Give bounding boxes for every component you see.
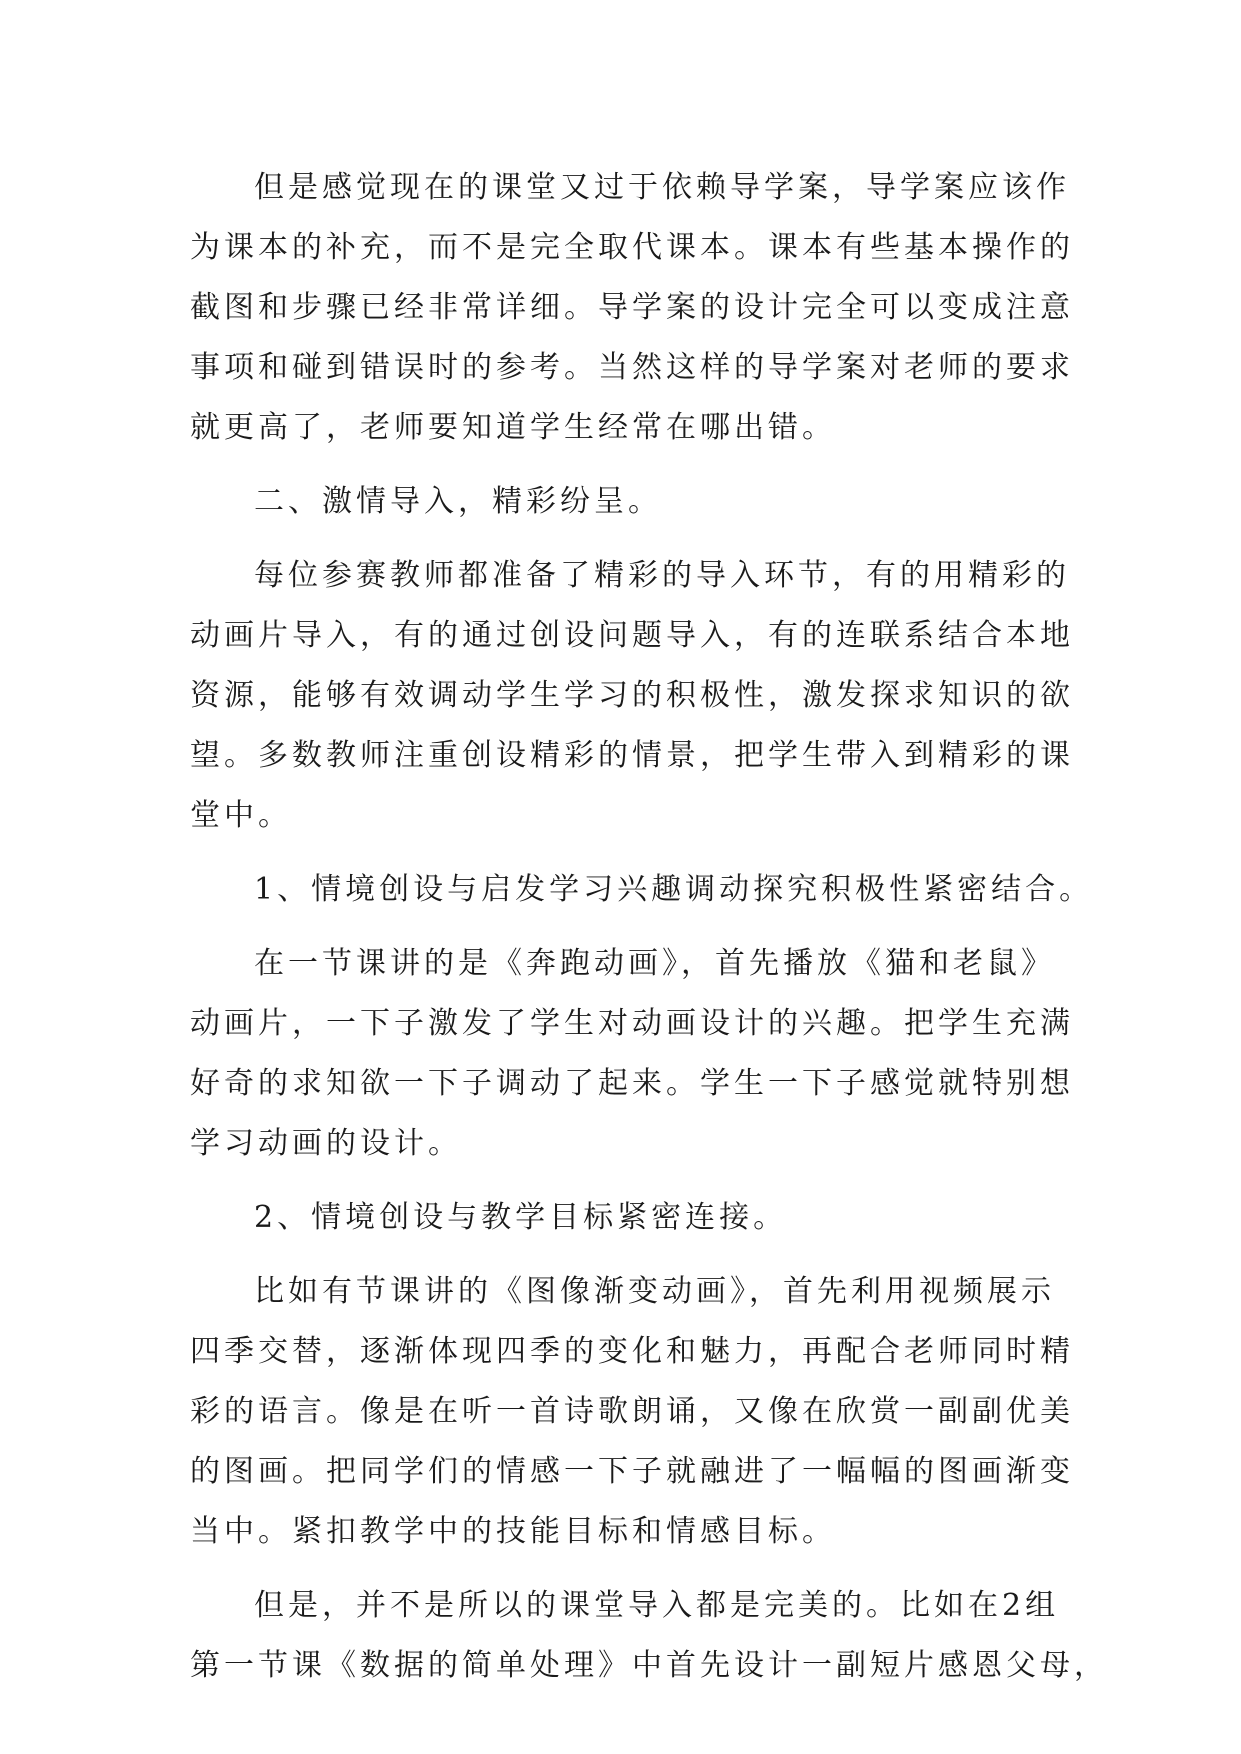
paragraph-line: 彩的语言。像是在听一首诗歌朗诵，又像在欣赏一副副优美 (190, 1394, 1074, 1429)
paragraph-line: 的图画。把同学们的情感一下子就融进了一幅幅的图画渐变 (190, 1454, 1074, 1489)
paragraph-line: 在一节课讲的是《奔跑动画》，首先播放《猫和老鼠》 (254, 946, 1055, 981)
paragraph-line: 当中。紧扣教学中的技能目标和情感目标。 (190, 1514, 836, 1549)
paragraph-line: 好奇的求知欲一下子调动了起来。学生一下子感觉就特别想 (190, 1066, 1074, 1101)
paragraph-line: 但是感觉现在的课堂又过于依赖导学案，导学案应该作 (254, 170, 1070, 205)
paragraph-line: 就更高了，老师要知道学生经常在哪出错。 (190, 410, 836, 445)
paragraph-line: 学习动画的设计。 (190, 1126, 462, 1161)
paragraph-line: 资源，能够有效调动学生学习的积极性，激发探求知识的欲 (190, 678, 1074, 713)
section-heading: 二、激情导入，精彩纷呈。 (254, 484, 662, 519)
paragraph-line: 但是，并不是所以的课堂导入都是完美的。比如在2组 (254, 1588, 1060, 1623)
paragraph-line: 每位参赛教师都准备了精彩的导入环节，有的用精彩的 (254, 558, 1070, 593)
paragraph-line: 比如有节课讲的《图像渐变动画》，首先利用视频展示 (254, 1274, 1055, 1309)
paragraph-line: 四季交替，逐渐体现四季的变化和魅力，再配合老师同时精 (190, 1334, 1074, 1369)
paragraph-line: 堂中。 (190, 798, 292, 833)
paragraph-line: 望。多数教师注重创设精彩的情景，把学生带入到精彩的课 (190, 738, 1074, 773)
subsection-heading: 1、情境创设与启发学习兴趣调动探究积极性紧密结合。 (254, 872, 1094, 907)
paragraph-line: 事项和碰到错误时的参考。当然这样的导学案对老师的要求 (190, 350, 1074, 385)
paragraph-line: 动画片导入，有的通过创设问题导入，有的连联系结合本地 (190, 618, 1074, 653)
paragraph-line: 截图和步骤已经非常详细。导学案的设计完全可以变成注意 (190, 290, 1074, 325)
paragraph-line: 动画片，一下子激发了学生对动画设计的兴趣。把学生充满 (190, 1006, 1074, 1041)
subsection-heading: 2、情境创设与教学目标紧密连接。 (254, 1200, 788, 1235)
paragraph-line: 第一节课《数据的简单处理》中首先设计一副短片感恩父母， (190, 1648, 1108, 1683)
paragraph-line: 为课本的补充，而不是完全取代课本。课本有些基本操作的 (190, 230, 1074, 265)
document-body (190, 158, 1108, 1696)
